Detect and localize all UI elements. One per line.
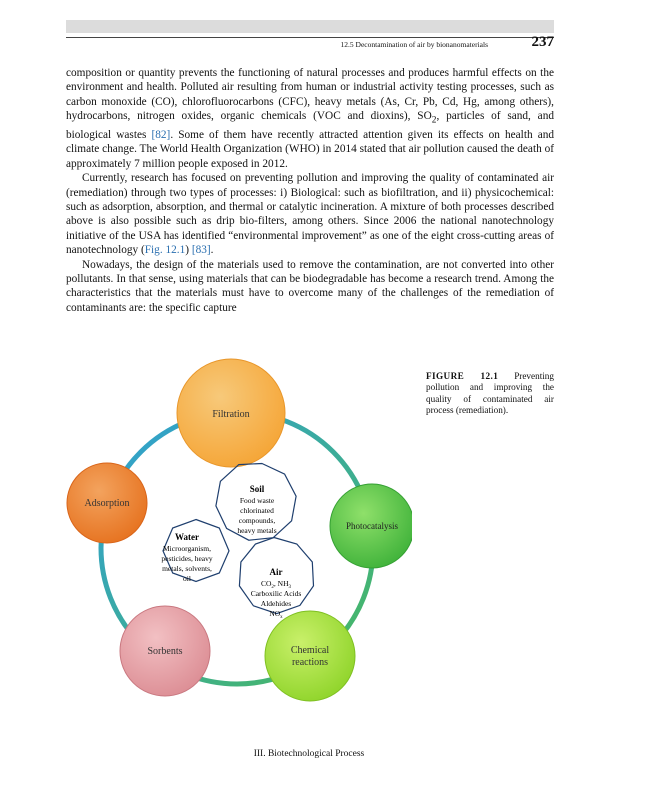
paragraph-2-text-c: . xyxy=(210,244,214,257)
node-photocatalysis-label: Photocatalysis xyxy=(346,521,398,531)
paragraph-1 xyxy=(66,66,554,171)
water-line: Microorganism, xyxy=(163,544,211,553)
page-top-bar xyxy=(66,20,554,33)
paragraph-1-text-b: , particles of sand, and biological wastes xyxy=(66,110,554,141)
paragraph-2 xyxy=(66,171,554,257)
air-nox-line: $NO_x$ xyxy=(269,609,283,620)
body-text xyxy=(66,66,554,315)
paragraph-2-text-a: Currently, research has focused on preventing pollution and improving the quality of contaminated air (remediation) through two types of processes: i) Biological: such as biofiltration, and ii) physicochemical: such as adsorption, absorption, and thermal or catalytic incineration. A mixture of both processes described above is also possible such as drip bio-filters, among others. Since 2006 the national nanotechnology initiative of the USA has identified “environmental improvement” as one of the eight cross-cutting areas of nanotechnology ( xyxy=(66,172,554,257)
figure-caption-label: FIGURE 12.1 xyxy=(426,371,499,381)
page-number: 237 xyxy=(531,34,554,50)
soil-title: Soil xyxy=(249,484,265,494)
node-adsorption xyxy=(67,463,147,543)
water-line: pesticides, heavy xyxy=(161,554,213,563)
water-line: metals, solvents, xyxy=(162,564,212,573)
air-title: Air xyxy=(269,567,283,577)
node-chemical-label-1: Chemical xyxy=(290,645,330,656)
citation-83[interactable]: [83] xyxy=(191,244,211,257)
running-head: 12.5 Decontamination of air by bionanomaterials xyxy=(340,40,488,49)
air-line: Aldehides xyxy=(260,599,292,608)
air-formula-line: $CO_2$, $NH_3$ xyxy=(260,579,292,590)
air-text xyxy=(251,567,302,620)
soil-text xyxy=(237,484,276,535)
water-text xyxy=(161,532,212,583)
paragraph-1-text-c: . Some of them have recently attracted attention given its effects on health and climate change. The World Health Organization (WHO) in 2014 stated that air pollution caused the death of approximately 7 million people exposed in 2012. xyxy=(66,128,555,170)
page-footer: III. Biotechnological Process xyxy=(253,749,365,759)
soil-line: heavy metals xyxy=(237,526,277,535)
soil-line: chlorinated xyxy=(240,506,274,515)
node-filtration xyxy=(177,359,285,467)
node-sorbents-label: Sorbents xyxy=(147,646,183,657)
figure-reference-link[interactable]: Fig. 12.1 xyxy=(144,244,186,257)
paragraph-1-text-a: composition or quantity prevents the functioning of natural processes and produces harmful effects on the environment and health. Polluted air resulting from human or industrial activity testing processes, such as carbon monoxide (CO), chlorofluorocarbons (CFC), heavy metals (As, Cr, Pb, Cd, Hg, among others), hydrocarbons, nitrogen oxides, organic chemicals (VOC and dioxins), SO xyxy=(66,67,554,123)
soil-line: compounds, xyxy=(238,516,276,525)
water-title: Water xyxy=(175,532,199,542)
node-adsorption-label: Adsorption xyxy=(84,498,130,509)
node-filtration-label: Filtration xyxy=(212,409,250,420)
header-rule xyxy=(66,37,554,38)
node-chemical-reactions xyxy=(265,611,355,701)
node-sorbents xyxy=(120,606,210,696)
so2-subscript: 2 xyxy=(431,115,437,126)
node-chemical-label-2: reactions xyxy=(291,657,329,668)
figure-12-1 xyxy=(66,352,412,722)
remediation-diagram xyxy=(66,352,412,722)
figure-caption xyxy=(426,371,554,417)
figure-caption-text: Preventing pollution and improving the quality of contaminated air process (remediation). xyxy=(426,371,554,416)
paragraph-3: Nowadays, the design of the materials used to remove the contamination, are not converted into other pollutants. In that sense, using materials that can be biodegradable has become a research trend. Among the characteristics that the materials must have to overcome many of the challenges of the remediation of contaminants are: the specific capture xyxy=(66,258,554,314)
node-photocatalysis xyxy=(330,484,412,568)
paragraph-2-text-b: ) xyxy=(185,244,192,257)
citation-82[interactable]: [82] xyxy=(151,128,171,141)
water-line: oil xyxy=(183,574,191,583)
soil-line: Food waste xyxy=(239,496,275,505)
air-line: Carboxilic Acids xyxy=(250,589,302,598)
